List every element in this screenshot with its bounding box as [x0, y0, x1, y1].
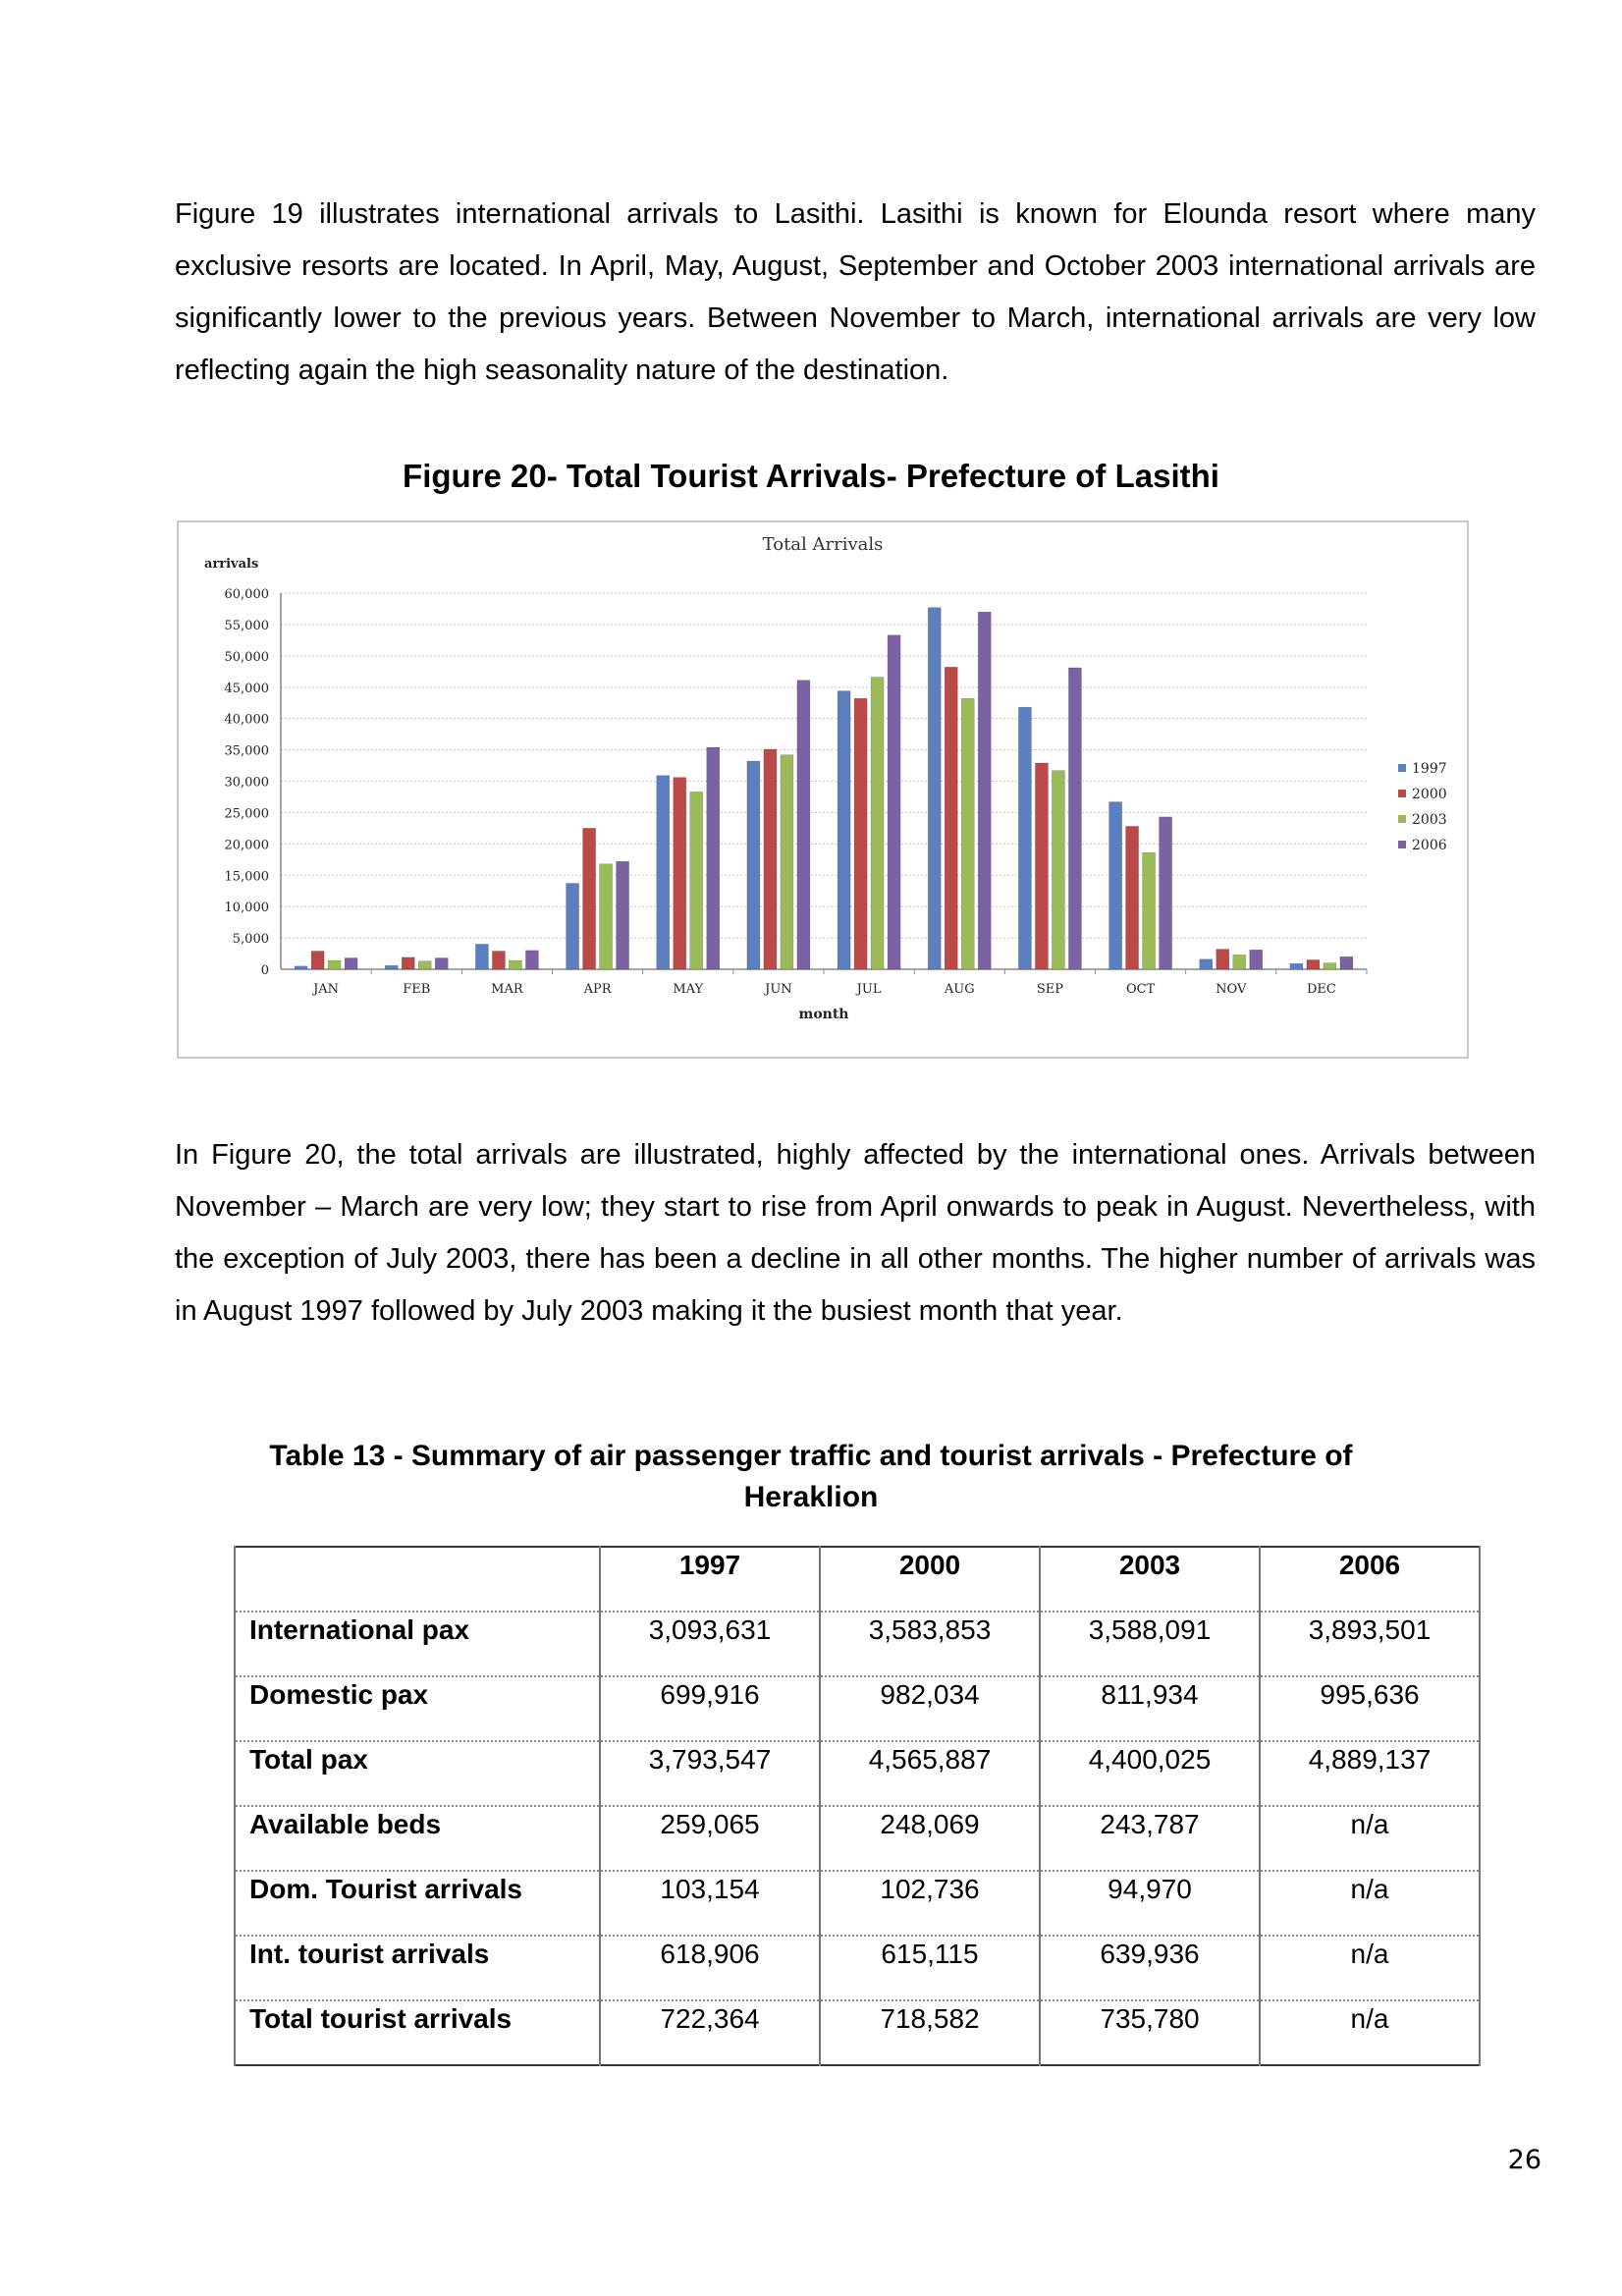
x-tick-label: APR — [583, 982, 612, 997]
bar-feb-2006 — [435, 958, 448, 969]
table-cell: 4,400,025 — [1040, 1741, 1260, 1806]
bar-oct-2000 — [1126, 826, 1139, 969]
bar-nov-1997 — [1200, 959, 1213, 969]
bar-may-2003 — [690, 792, 703, 969]
x-tick-label: SEP — [1036, 982, 1063, 997]
y-tick-label: 55,000 — [224, 618, 269, 633]
bar-jul-1997 — [838, 691, 850, 969]
bar-apr-2003 — [600, 864, 613, 969]
table-row — [235, 1936, 1480, 2000]
y-tick-label: 30,000 — [224, 775, 269, 791]
table-cell: 4,565,887 — [820, 1741, 1040, 1806]
bar-jan-1997 — [295, 966, 307, 969]
row-label: Total pax — [235, 1741, 600, 1806]
table-cell: 615,115 — [820, 1936, 1040, 2000]
table-cell: 811,934 — [1040, 1676, 1260, 1741]
bar-jan-2003 — [328, 960, 341, 969]
figure-title: Figure 20- Total Tourist Arrivals- Prefecture of Lasithi — [403, 458, 1219, 494]
table-cell: 995,636 — [1260, 1676, 1480, 1741]
bar-may-1997 — [657, 776, 670, 969]
x-tick-label: JUN — [765, 982, 792, 997]
bar-jun-2006 — [797, 681, 810, 969]
table-cell: 699,916 — [600, 1676, 820, 1741]
bar-apr-1997 — [567, 884, 579, 969]
bar-aug-2006 — [978, 612, 991, 969]
y-tick-label: 0 — [260, 963, 269, 978]
table-cell: 639,936 — [1040, 1936, 1260, 2000]
bar-feb-1997 — [385, 965, 398, 969]
table-cell: 3,588,091 — [1040, 1612, 1260, 1676]
y-tick-label: 20,000 — [224, 838, 269, 853]
bar-sep-2003 — [1052, 771, 1064, 969]
y-axis-label: arrivals — [204, 557, 259, 572]
x-axis-label: month — [798, 1007, 849, 1022]
total-arrivals-chart — [177, 520, 1469, 1059]
bar-dec-2003 — [1324, 963, 1336, 969]
row-label: Int. tourist arrivals — [235, 1936, 600, 2000]
table-header-cell: 2003 — [1040, 1547, 1260, 1612]
table-cell: 3,093,631 — [600, 1612, 820, 1676]
bar-mar-2003 — [509, 960, 521, 969]
bar-jul-2006 — [888, 635, 900, 969]
bar-oct-1997 — [1109, 802, 1122, 969]
bar-nov-2003 — [1233, 955, 1246, 969]
chart-title: Total Arrivals — [762, 534, 884, 555]
y-tick-label: 50,000 — [224, 649, 269, 665]
table-row — [235, 1871, 1480, 1936]
table-cell: 3,583,853 — [820, 1612, 1040, 1676]
bar-feb-2000 — [402, 957, 414, 969]
page-number: 26 — [1507, 2145, 1541, 2175]
table-header-cell: 1997 — [600, 1547, 820, 1612]
body-paragraph-2: In Figure 20, the total arrivals are illustrated, highly affected by the international ones. Arrivals between November – March are very low; they start to rise from April onwards to peak in August. Nevertheless, with the exception of July 2003, there has been a decline in all other months. The higher number of arrivals was in August 1997 followed by July 2003 making it the busiest month that year. — [175, 1139, 1536, 1327]
table-header-cell: 2000 — [820, 1547, 1040, 1612]
table-cell: 259,065 — [600, 1806, 820, 1871]
body-paragraph-1: Figure 19 illustrates international arrivals to Lasithi. Lasithi is known for Elounda resort where many exclusive resorts are located. In April, May, August, September and October 2003 international arrivals are significantly lower to the previous years. Between November to March, international arrivals are very low reflecting again the high seasonality nature of the destination. — [175, 198, 1536, 386]
legend-swatch-2000 — [1398, 790, 1406, 797]
legend-label-1997: 1997 — [1412, 761, 1447, 777]
bar-oct-2006 — [1160, 817, 1172, 969]
bar-apr-2000 — [583, 828, 596, 969]
x-tick-label: OCT — [1125, 982, 1156, 997]
table-cell: 3,893,501 — [1260, 1612, 1480, 1676]
y-tick-label: 35,000 — [224, 743, 269, 759]
bar-apr-2006 — [617, 861, 629, 969]
table-row — [235, 1806, 1480, 1871]
bar-sep-1997 — [1018, 707, 1031, 969]
chart-canvas — [179, 522, 1467, 1057]
summary-table — [234, 1546, 1481, 2066]
bar-mar-2006 — [525, 951, 538, 969]
bar-aug-2000 — [945, 667, 957, 969]
bar-oct-2003 — [1143, 852, 1156, 969]
table-cell: 618,906 — [600, 1936, 820, 2000]
legend-swatch-2003 — [1398, 815, 1406, 823]
legend-swatch-1997 — [1398, 764, 1406, 772]
legend-label-2006: 2006 — [1412, 838, 1447, 853]
bar-jun-1997 — [747, 761, 760, 969]
y-tick-label: 15,000 — [224, 869, 269, 885]
bar-dec-2006 — [1340, 957, 1353, 969]
table-cell: 243,787 — [1040, 1806, 1260, 1871]
bar-jan-2006 — [345, 958, 357, 969]
table-cell: n/a — [1260, 1806, 1480, 1871]
bar-jun-2000 — [764, 749, 777, 969]
bar-jul-2000 — [854, 698, 867, 969]
bar-feb-2003 — [418, 961, 431, 969]
bar-nov-2006 — [1250, 950, 1263, 969]
row-label: Total tourist arrivals — [235, 2000, 600, 2065]
row-label: International pax — [235, 1612, 600, 1676]
table-cell: 103,154 — [600, 1871, 820, 1936]
bar-mar-2000 — [492, 951, 505, 969]
table-row — [235, 1612, 1480, 1676]
table-cell: 4,889,137 — [1260, 1741, 1480, 1806]
table-title: Table 13 - Summary of air passenger traffic and tourist arrivals - Prefecture of Heraklion — [269, 1440, 1353, 1513]
x-tick-label: JUL — [856, 982, 882, 997]
bar-aug-1997 — [928, 608, 941, 969]
x-tick-label: AUG — [944, 982, 975, 997]
legend-swatch-2006 — [1398, 841, 1406, 848]
bar-jun-2003 — [781, 755, 793, 969]
bar-mar-1997 — [475, 944, 488, 969]
table-header-cell: 2006 — [1260, 1547, 1480, 1612]
table-cell: 248,069 — [820, 1806, 1040, 1871]
x-tick-label: JAN — [313, 982, 340, 997]
x-tick-label: FEB — [403, 982, 431, 997]
row-label: Available beds — [235, 1806, 600, 1871]
y-tick-label: 10,000 — [224, 901, 269, 916]
table-cell: 3,793,547 — [600, 1741, 820, 1806]
bar-may-2006 — [707, 747, 720, 969]
legend-label-2003: 2003 — [1412, 812, 1447, 828]
x-tick-label: MAR — [491, 982, 523, 997]
bar-dec-2000 — [1307, 959, 1320, 969]
y-tick-label: 60,000 — [224, 587, 269, 602]
y-tick-label: 25,000 — [224, 806, 269, 822]
bar-dec-1997 — [1290, 963, 1303, 969]
table-cell: 735,780 — [1040, 2000, 1260, 2065]
x-tick-label: DEC — [1306, 982, 1336, 997]
table-cell: 982,034 — [820, 1676, 1040, 1741]
table-cell: 722,364 — [600, 2000, 820, 2065]
y-tick-label: 40,000 — [224, 712, 269, 728]
table-header-row — [235, 1547, 1480, 1612]
row-label: Dom. Tourist arrivals — [235, 1871, 600, 1936]
bar-may-2000 — [674, 778, 686, 969]
y-tick-label: 45,000 — [224, 681, 269, 696]
x-tick-label: MAY — [673, 982, 704, 997]
table-cell: 102,736 — [820, 1871, 1040, 1936]
bar-jul-2003 — [871, 678, 884, 969]
bar-nov-2000 — [1216, 950, 1229, 969]
bar-aug-2003 — [961, 698, 974, 969]
table-header-corner — [235, 1547, 600, 1612]
y-tick-label: 5,000 — [232, 932, 269, 948]
table-row — [235, 1741, 1480, 1806]
bar-sep-2006 — [1068, 668, 1081, 969]
legend-label-2000: 2000 — [1412, 787, 1447, 802]
table-cell: n/a — [1260, 2000, 1480, 2065]
row-label: Domestic pax — [235, 1676, 600, 1741]
table-cell: 718,582 — [820, 2000, 1040, 2065]
table-row — [235, 2000, 1480, 2065]
bar-sep-2000 — [1035, 763, 1048, 969]
table-cell: n/a — [1260, 1936, 1480, 2000]
bar-jan-2000 — [311, 951, 324, 969]
table-cell: n/a — [1260, 1871, 1480, 1936]
x-tick-label: NOV — [1216, 982, 1247, 997]
table-cell: 94,970 — [1040, 1871, 1260, 1936]
table-row — [235, 1676, 1480, 1741]
